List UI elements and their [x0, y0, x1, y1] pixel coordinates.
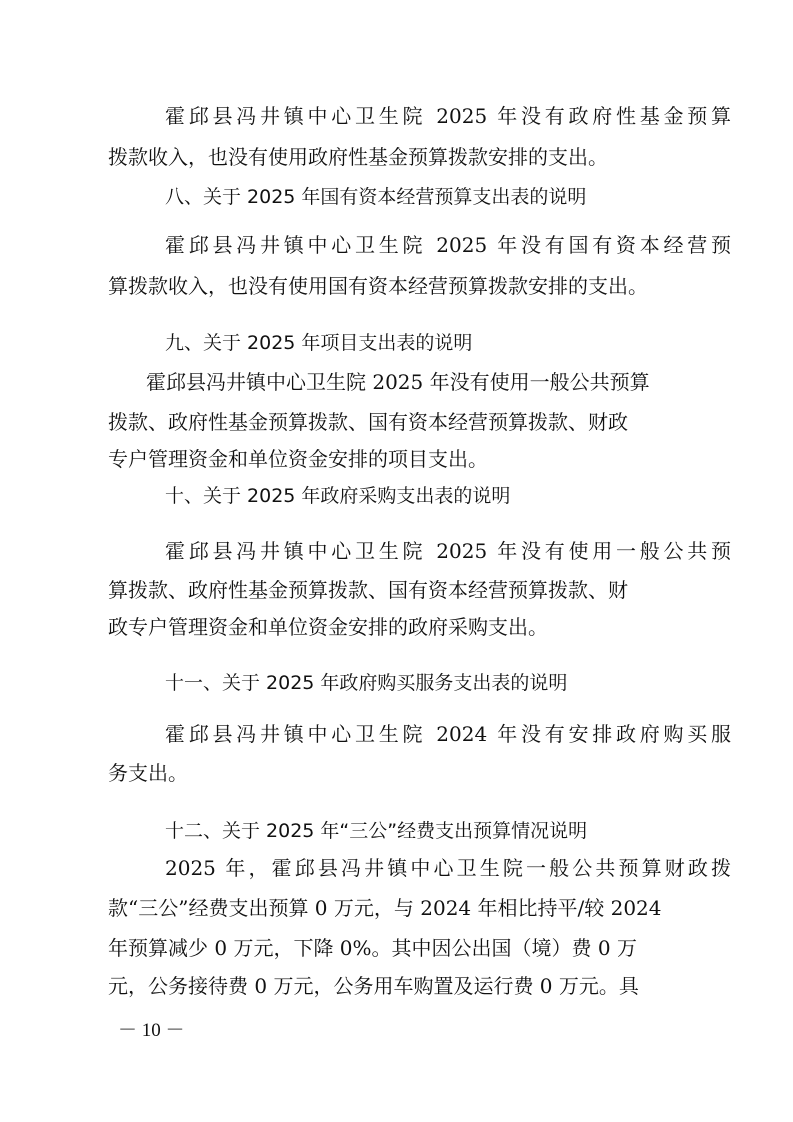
paragraph-line: 霍邱县冯井镇中心卫生院 2025 年没有使用一般公共预: [165, 539, 731, 563]
paragraph-line: 2025 年，霍邱县冯井镇中心卫生院一般公共预算财政拨: [165, 856, 731, 880]
paragraph-line: 霍邱县冯井镇中心卫生院 2025 年没有使用一般公共预算: [146, 370, 650, 394]
paragraph-line: 务支出。: [108, 761, 188, 785]
paragraph-line: 霍邱县冯井镇中心卫生院 2025 年没有国有资本经营预: [165, 233, 731, 257]
paragraph-line: 霍邱县冯井镇中心卫生院 2025 年没有政府性基金预算: [165, 104, 731, 128]
paragraph-line: 拨款、政府性基金预算拨款、国有资本经营预算拨款、财政: [108, 410, 628, 434]
section-heading: 十一、关于 2025 年政府购买服务支出表的说明: [165, 672, 568, 694]
paragraph-line: 政专户管理资金和单位资金安排的政府采购支出。: [108, 615, 548, 639]
section-heading: 十二、关于 2025 年“三公”经费支出预算情况说明: [165, 820, 588, 842]
section-heading: 八、关于 2025 年国有资本经营预算支出表的说明: [165, 186, 587, 208]
paragraph-line: 款“三公”经费支出预算 0 万元，与 2024 年相比持平/较 2024: [108, 896, 662, 920]
paragraph-line: 算拨款、政府性基金预算拨款、国有资本经营预算拨款、财: [108, 578, 628, 602]
paragraph-line: 年预算减少 0 万元，下降 0%。其中因公出国（境）费 0 万: [108, 936, 637, 960]
paragraph-line: 霍邱县冯井镇中心卫生院 2024 年没有安排政府购买服: [165, 722, 731, 746]
paragraph-line: 专户管理资金和单位资金安排的项目支出。: [108, 447, 488, 471]
section-heading: 十、关于 2025 年政府采购支出表的说明: [165, 485, 511, 507]
section-heading: 九、关于 2025 年项目支出表的说明: [165, 332, 473, 354]
page-number: － 10 －: [118, 1020, 185, 1041]
paragraph-line: 算拨款收入，也没有使用国有资本经营预算拨款安排的支出。: [108, 274, 648, 298]
paragraph-line: 元，公务接待费 0 万元，公务用车购置及运行费 0 万元。具: [108, 974, 639, 998]
paragraph-line: 拨款收入，也没有使用政府性基金预算拨款安排的支出。: [108, 145, 608, 169]
